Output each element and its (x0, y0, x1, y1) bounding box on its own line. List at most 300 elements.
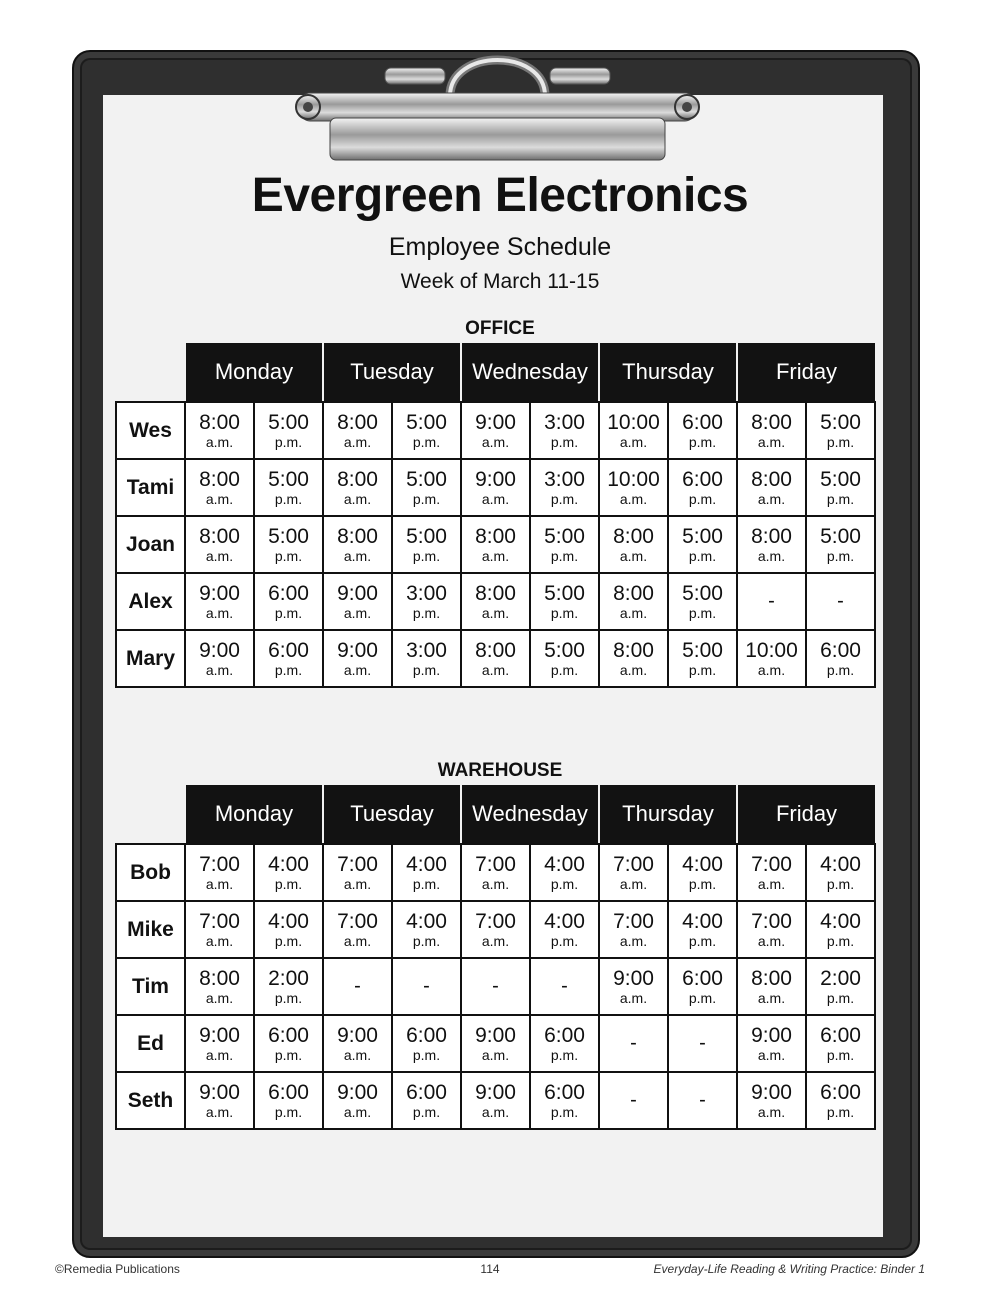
meridiem: a.m. (343, 604, 372, 621)
end-time-cell (530, 1072, 599, 1129)
end-time-cell (254, 958, 323, 1015)
start-time-cell (599, 844, 668, 901)
meridiem: a.m. (757, 932, 786, 949)
time-value: 8:00 (751, 467, 792, 491)
meridiem: a.m. (619, 661, 648, 678)
time-value: 8:00 (199, 524, 240, 548)
time-value: 5:00 (544, 581, 585, 605)
end-time-cell (668, 573, 737, 630)
day-header: Wednesday (461, 785, 599, 843)
meridiem: a.m. (757, 547, 786, 564)
meridiem: p.m. (274, 661, 303, 678)
time-value: 4:00 (544, 909, 585, 933)
start-time-cell (323, 901, 392, 958)
time-value: 6:00 (682, 966, 723, 990)
end-time-cell (668, 402, 737, 459)
time-value: 8:00 (751, 966, 792, 990)
end-time-cell (806, 1072, 875, 1129)
end-time-cell (530, 459, 599, 516)
employee-name: Tim (116, 958, 185, 1015)
end-time-cell (254, 573, 323, 630)
start-time-cell (461, 630, 530, 687)
start-time-cell (737, 516, 806, 573)
start-time-cell (323, 1015, 392, 1072)
start-time-cell (599, 630, 668, 687)
week-label: Week of March 11-15 (400, 270, 600, 293)
meridiem: a.m. (343, 932, 372, 949)
end-time-cell (668, 1072, 737, 1129)
meridiem: a.m. (481, 604, 510, 621)
time-value: 9:00 (337, 1080, 378, 1104)
start-time-cell (599, 1015, 668, 1072)
employee-name: Alex (116, 573, 185, 630)
time-value: 5:00 (406, 467, 447, 491)
time-value: 5:00 (820, 467, 861, 491)
time-value: 8:00 (751, 410, 792, 434)
time-value: 8:00 (199, 966, 240, 990)
meridiem: p.m. (274, 932, 303, 949)
end-time-cell (806, 402, 875, 459)
meridiem: a.m. (619, 989, 648, 1006)
time-value: 7:00 (613, 909, 654, 933)
meridiem: a.m. (757, 661, 786, 678)
meridiem: a.m. (481, 1046, 510, 1063)
end-time-cell (254, 844, 323, 901)
meridiem: p.m. (274, 433, 303, 450)
end-time-cell (392, 402, 461, 459)
meridiem: p.m. (826, 433, 855, 450)
time-value: 8:00 (199, 467, 240, 491)
end-time-cell (668, 958, 737, 1015)
time-value: 9:00 (613, 966, 654, 990)
start-time-cell (185, 901, 254, 958)
start-time-cell (461, 1072, 530, 1129)
meridiem: a.m. (481, 433, 510, 450)
section-label-office: OFFICE (465, 318, 535, 339)
time-value: 5:00 (820, 410, 861, 434)
meridiem: p.m. (688, 875, 717, 892)
time-value: 9:00 (337, 581, 378, 605)
time-value: 5:00 (682, 638, 723, 662)
time-value: 7:00 (475, 852, 516, 876)
start-time-cell (461, 459, 530, 516)
meridiem: p.m. (688, 932, 717, 949)
employee-name: Bob (116, 844, 185, 901)
time-value: 10:00 (607, 410, 660, 434)
off-dash: - (561, 975, 568, 997)
meridiem: p.m. (826, 875, 855, 892)
table-row (116, 844, 875, 901)
time-value: 8:00 (613, 524, 654, 548)
time-value: 4:00 (406, 852, 447, 876)
end-time-cell (530, 958, 599, 1015)
meridiem: a.m. (757, 1103, 786, 1120)
meridiem: p.m. (274, 875, 303, 892)
office-schedule-table (115, 343, 876, 688)
meridiem: p.m. (688, 661, 717, 678)
meridiem: p.m. (826, 661, 855, 678)
time-value: 8:00 (199, 410, 240, 434)
employee-name: Wes (116, 402, 185, 459)
end-time-cell (806, 630, 875, 687)
meridiem: p.m. (826, 989, 855, 1006)
meridiem: p.m. (412, 661, 441, 678)
meridiem: a.m. (481, 661, 510, 678)
time-value: 7:00 (751, 852, 792, 876)
meridiem: p.m. (274, 604, 303, 621)
meridiem: p.m. (412, 1103, 441, 1120)
time-value: 9:00 (337, 1023, 378, 1047)
time-value: 5:00 (682, 581, 723, 605)
start-time-cell (599, 516, 668, 573)
time-value: 7:00 (613, 852, 654, 876)
employee-name: Tami (116, 459, 185, 516)
meridiem: p.m. (550, 1103, 579, 1120)
time-value: 6:00 (820, 1080, 861, 1104)
clipboard-clip-icon (290, 38, 705, 168)
off-dash: - (768, 590, 775, 612)
time-value: 9:00 (337, 638, 378, 662)
meridiem: a.m. (205, 989, 234, 1006)
time-value: 6:00 (820, 1023, 861, 1047)
meridiem: a.m. (343, 490, 372, 507)
time-value: 6:00 (406, 1080, 447, 1104)
end-time-cell (530, 630, 599, 687)
time-value: 8:00 (613, 638, 654, 662)
time-value: 2:00 (820, 966, 861, 990)
meridiem: p.m. (412, 932, 441, 949)
start-time-cell (323, 1072, 392, 1129)
meridiem: a.m. (205, 433, 234, 450)
time-value: 8:00 (475, 581, 516, 605)
section-label-warehouse: WAREHOUSE (437, 760, 563, 781)
employee-name: Seth (116, 1072, 185, 1129)
time-value: 8:00 (751, 524, 792, 548)
meridiem: a.m. (757, 1046, 786, 1063)
time-value: 4:00 (268, 909, 309, 933)
start-time-cell (461, 1015, 530, 1072)
end-time-cell (806, 573, 875, 630)
meridiem: a.m. (481, 547, 510, 564)
footer-page-number: 114 (480, 1262, 500, 1276)
day-header: Thursday (599, 343, 737, 401)
meridiem: p.m. (274, 547, 303, 564)
day-header: Monday (185, 343, 323, 401)
time-value: 6:00 (544, 1023, 585, 1047)
end-time-cell (254, 630, 323, 687)
end-time-cell (254, 516, 323, 573)
meridiem: p.m. (826, 1103, 855, 1120)
time-value: 9:00 (751, 1080, 792, 1104)
start-time-cell (185, 1015, 254, 1072)
end-time-cell (806, 1015, 875, 1072)
time-value: 6:00 (682, 467, 723, 491)
table-row (116, 402, 875, 459)
start-time-cell (185, 459, 254, 516)
meridiem: a.m. (205, 875, 234, 892)
start-time-cell (323, 630, 392, 687)
start-time-cell (461, 573, 530, 630)
end-time-cell (392, 459, 461, 516)
time-value: 4:00 (820, 909, 861, 933)
meridiem: p.m. (412, 875, 441, 892)
day-header: Tuesday (323, 785, 461, 843)
meridiem: a.m. (343, 1046, 372, 1063)
table-row (116, 1015, 875, 1072)
time-value: 5:00 (820, 524, 861, 548)
off-dash: - (837, 590, 844, 612)
end-time-cell (530, 516, 599, 573)
meridiem: a.m. (343, 547, 372, 564)
table-row (116, 901, 875, 958)
meridiem: a.m. (205, 547, 234, 564)
time-value: 5:00 (406, 524, 447, 548)
meridiem: a.m. (757, 490, 786, 507)
meridiem: a.m. (205, 1046, 234, 1063)
start-time-cell (323, 516, 392, 573)
meridiem: a.m. (205, 932, 234, 949)
end-time-cell (806, 958, 875, 1015)
meridiem: p.m. (688, 989, 717, 1006)
meridiem: a.m. (619, 490, 648, 507)
meridiem: p.m. (688, 604, 717, 621)
time-value: 8:00 (613, 581, 654, 605)
end-time-cell (530, 573, 599, 630)
time-value: 9:00 (475, 1023, 516, 1047)
start-time-cell (461, 958, 530, 1015)
time-value: 2:00 (268, 966, 309, 990)
start-time-cell (185, 958, 254, 1015)
end-time-cell (392, 901, 461, 958)
meridiem: a.m. (205, 604, 234, 621)
end-time-cell (254, 1015, 323, 1072)
start-time-cell (185, 844, 254, 901)
meridiem: a.m. (205, 1103, 234, 1120)
meridiem: a.m. (757, 875, 786, 892)
table-row (116, 573, 875, 630)
table-row (116, 1072, 875, 1129)
header-corner (116, 785, 185, 843)
day-header: Tuesday (323, 343, 461, 401)
time-value: 9:00 (475, 467, 516, 491)
end-time-cell (668, 844, 737, 901)
end-time-cell (530, 1015, 599, 1072)
meridiem: p.m. (550, 547, 579, 564)
end-time-cell (254, 402, 323, 459)
time-value: 5:00 (682, 524, 723, 548)
start-time-cell (737, 459, 806, 516)
start-time-cell (185, 1072, 254, 1129)
start-time-cell (737, 901, 806, 958)
time-value: 9:00 (199, 581, 240, 605)
table-row (116, 630, 875, 687)
time-value: 7:00 (751, 909, 792, 933)
end-time-cell (392, 958, 461, 1015)
meridiem: p.m. (274, 989, 303, 1006)
meridiem: a.m. (619, 433, 648, 450)
meridiem: p.m. (826, 490, 855, 507)
employee-name: Mary (116, 630, 185, 687)
start-time-cell (185, 630, 254, 687)
meridiem: p.m. (274, 490, 303, 507)
end-time-cell (392, 1015, 461, 1072)
time-value: 6:00 (268, 638, 309, 662)
time-value: 9:00 (199, 1080, 240, 1104)
off-dash: - (492, 975, 499, 997)
start-time-cell (185, 402, 254, 459)
day-header: Wednesday (461, 343, 599, 401)
header-corner (116, 343, 185, 401)
off-dash: - (699, 1089, 706, 1111)
time-value: 7:00 (337, 909, 378, 933)
time-value: 3:00 (406, 581, 447, 605)
meridiem: p.m. (688, 547, 717, 564)
footer-copyright: ©Remedia Publications (55, 1262, 180, 1276)
day-header: Monday (185, 785, 323, 843)
time-value: 6:00 (682, 410, 723, 434)
end-time-cell (392, 1072, 461, 1129)
start-time-cell (461, 901, 530, 958)
start-time-cell (599, 958, 668, 1015)
start-time-cell (737, 573, 806, 630)
off-dash: - (699, 1032, 706, 1054)
time-value: 9:00 (751, 1023, 792, 1047)
time-value: 6:00 (268, 1023, 309, 1047)
end-time-cell (806, 516, 875, 573)
end-time-cell (668, 630, 737, 687)
meridiem: p.m. (550, 875, 579, 892)
time-value: 8:00 (337, 524, 378, 548)
time-value: 3:00 (544, 410, 585, 434)
time-value: 3:00 (544, 467, 585, 491)
meridiem: p.m. (826, 547, 855, 564)
meridiem: p.m. (550, 604, 579, 621)
time-value: 9:00 (199, 638, 240, 662)
meridiem: a.m. (343, 875, 372, 892)
start-time-cell (737, 1015, 806, 1072)
off-dash: - (630, 1032, 637, 1054)
start-time-cell (599, 402, 668, 459)
employee-name: Mike (116, 901, 185, 958)
time-value: 6:00 (268, 1080, 309, 1104)
meridiem: p.m. (274, 1103, 303, 1120)
start-time-cell (323, 958, 392, 1015)
end-time-cell (392, 516, 461, 573)
meridiem: a.m. (343, 433, 372, 450)
table-row (116, 516, 875, 573)
end-time-cell (254, 901, 323, 958)
end-time-cell (530, 402, 599, 459)
day-header-row (116, 343, 875, 401)
meridiem: a.m. (481, 1103, 510, 1120)
off-dash: - (354, 975, 361, 997)
end-time-cell (668, 901, 737, 958)
meridiem: p.m. (550, 1046, 579, 1063)
meridiem: a.m. (205, 661, 234, 678)
day-header-row (116, 785, 875, 843)
end-time-cell (668, 1015, 737, 1072)
meridiem: a.m. (757, 989, 786, 1006)
start-time-cell (737, 844, 806, 901)
meridiem: a.m. (481, 490, 510, 507)
start-time-cell (737, 630, 806, 687)
employee-name: Ed (116, 1015, 185, 1072)
meridiem: a.m. (481, 875, 510, 892)
meridiem: a.m. (619, 875, 648, 892)
footer-book-title: Everyday-Life Reading & Writing Practice: Binder 1 (653, 1262, 925, 1276)
start-time-cell (599, 901, 668, 958)
meridiem: p.m. (550, 433, 579, 450)
meridiem: p.m. (274, 1046, 303, 1063)
end-time-cell (254, 459, 323, 516)
start-time-cell (461, 516, 530, 573)
time-value: 6:00 (406, 1023, 447, 1047)
time-value: 7:00 (475, 909, 516, 933)
meridiem: a.m. (343, 1103, 372, 1120)
start-time-cell (737, 958, 806, 1015)
time-value: 9:00 (475, 410, 516, 434)
start-time-cell (323, 573, 392, 630)
time-value: 4:00 (406, 909, 447, 933)
time-value: 4:00 (544, 852, 585, 876)
off-dash: - (630, 1089, 637, 1111)
time-value: 5:00 (544, 638, 585, 662)
start-time-cell (185, 573, 254, 630)
time-value: 3:00 (406, 638, 447, 662)
meridiem: p.m. (826, 1046, 855, 1063)
meridiem: p.m. (412, 547, 441, 564)
meridiem: p.m. (550, 932, 579, 949)
end-time-cell (668, 516, 737, 573)
time-value: 5:00 (268, 467, 309, 491)
page-subtitle: Employee Schedule (388, 233, 612, 261)
warehouse-schedule-table (115, 785, 876, 1130)
day-header: Friday (737, 343, 875, 401)
meridiem: a.m. (757, 433, 786, 450)
start-time-cell (599, 459, 668, 516)
end-time-cell (668, 459, 737, 516)
table-row (116, 459, 875, 516)
employee-name: Joan (116, 516, 185, 573)
time-value: 4:00 (682, 909, 723, 933)
time-value: 8:00 (475, 638, 516, 662)
meridiem: a.m. (619, 547, 648, 564)
meridiem: a.m. (619, 604, 648, 621)
meridiem: a.m. (343, 661, 372, 678)
time-value: 6:00 (268, 581, 309, 605)
meridiem: p.m. (688, 490, 717, 507)
end-time-cell (392, 844, 461, 901)
time-value: 8:00 (475, 524, 516, 548)
end-time-cell (530, 844, 599, 901)
meridiem: p.m. (550, 490, 579, 507)
meridiem: p.m. (826, 932, 855, 949)
end-time-cell (530, 901, 599, 958)
time-value: 5:00 (544, 524, 585, 548)
start-time-cell (737, 1072, 806, 1129)
meridiem: a.m. (481, 932, 510, 949)
start-time-cell (599, 1072, 668, 1129)
end-time-cell (806, 459, 875, 516)
time-value: 6:00 (820, 638, 861, 662)
time-value: 4:00 (682, 852, 723, 876)
time-value: 10:00 (745, 638, 798, 662)
table-row (116, 958, 875, 1015)
start-time-cell (185, 516, 254, 573)
meridiem: p.m. (412, 1046, 441, 1063)
meridiem: p.m. (688, 433, 717, 450)
time-value: 7:00 (199, 909, 240, 933)
